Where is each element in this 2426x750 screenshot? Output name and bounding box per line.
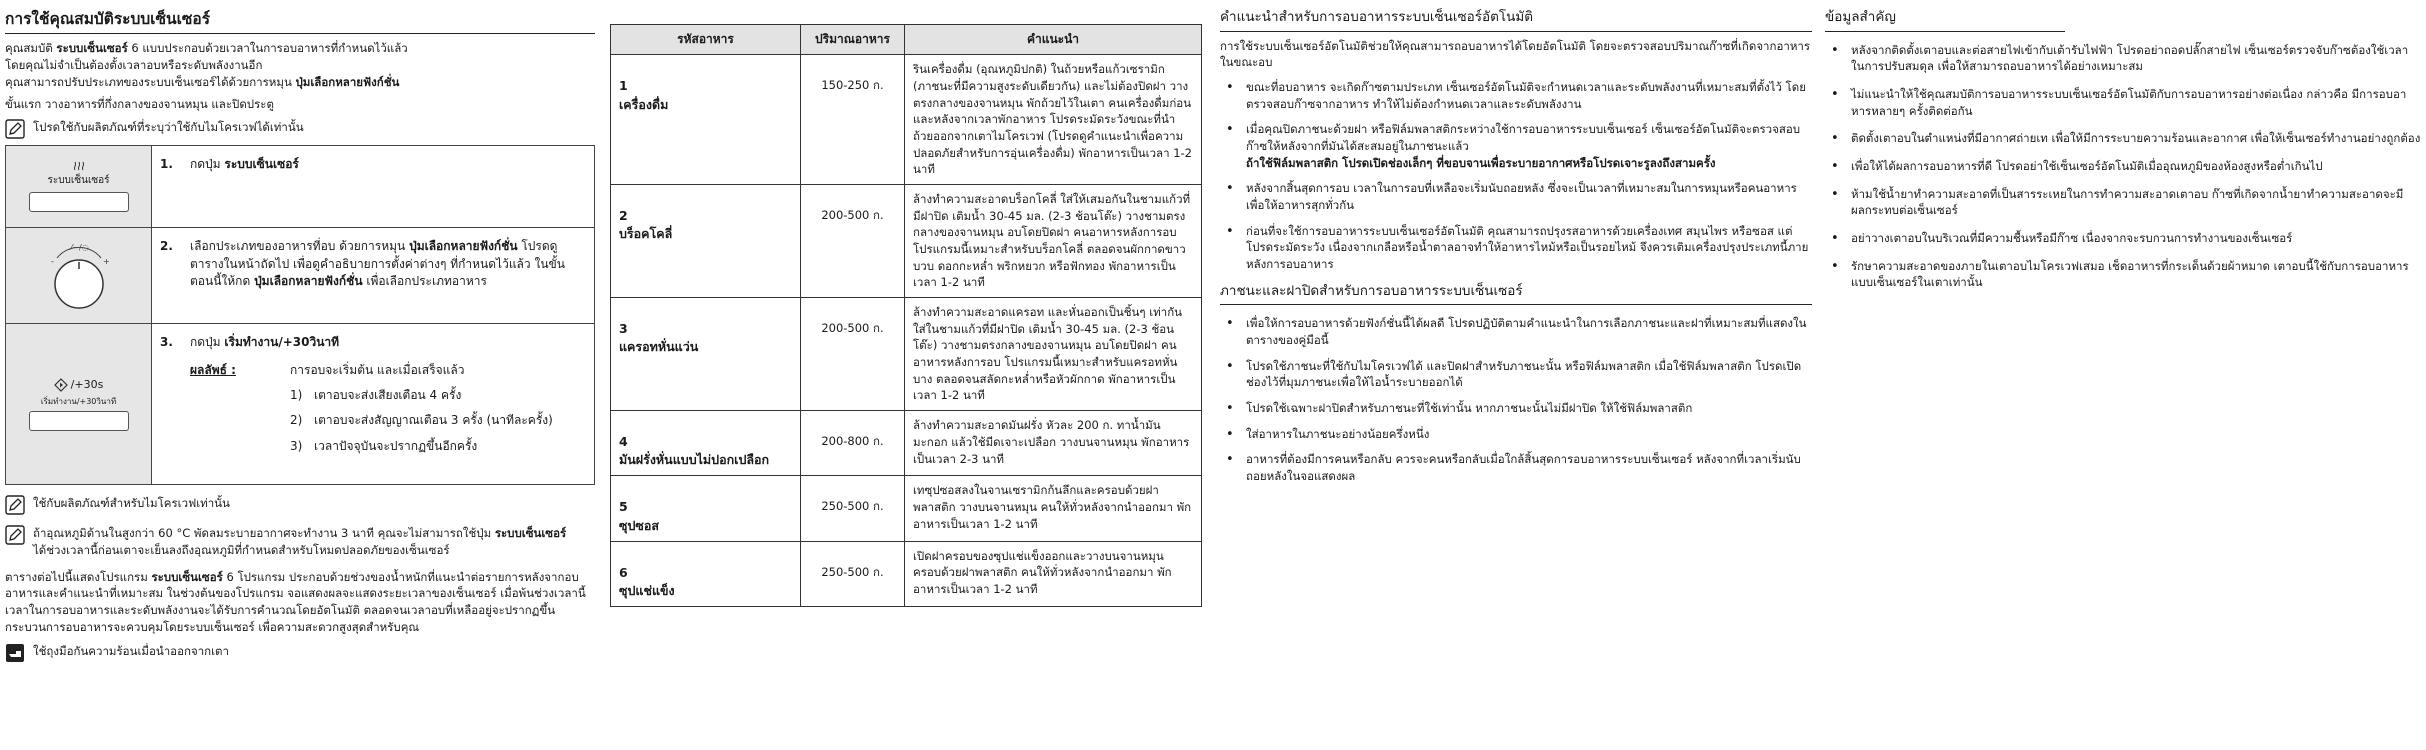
start-button-shape bbox=[29, 411, 129, 431]
sensor-button-label: ระบบเซ็นเซอร์ bbox=[47, 175, 110, 187]
food-advice: รินเครื่องดื่ม (อุณหภูมิปกติ) ในถ้วยหรือแก้วเซรามิก (ภาชนะที่มีความสูงระดับเดียวกัน) และไม่ต้องปิดฝา วางตรงกลางของจานหมุน พักถ้วยไว้ในเตา คนเครื่องดื่มก่อนและหลังจากเวลาพักอาหาร โปรดระมัดระวังขณะที่นำถ้วยออกจากเตาไมโครเวฟ (โปรดดูคำแนะนำเพื่อความปลอดภัยสำหรับการอุ่นเครื่องดื่ม) พักอาหารเป็นเวลา 1-2 นาที bbox=[905, 55, 1202, 185]
list-item: • เพื่อให้การอบอาหารด้วยฟังก์ชั่นนี้ได้ผลดี โปรดปฏิบัติตามคำแนะนำในการเลือกภาชนะและฝาที่เหมาะสมที่แสดงในตารางของคู่มือนี้ bbox=[1220, 315, 1812, 348]
list-item: • โปรดใช้ภาชนะที่ใช้กับไมโครเวฟได้ และปิดฝาสำหรับภาชนะนั้น หรือฟิล์มพลาสติก เมื่อใช้ฟิล์มพลาสติก โปรดเปิดช่องไว้ที่มุมภาชนะเพื่อให้ไอน้ำระบายออกได้ bbox=[1220, 358, 1812, 391]
result-item: 3) เวลาปัจจุบันจะปรากฏขึ้นอีกครั้ง bbox=[290, 438, 478, 453]
list-item: • ไม่แนะนำให้ใช้คุณสมบัติการอบอาหารระบบเซ็นเซอร์อัตโนมัติกับการอบอาหารอย่างต่อเนื่อง กล่าวคือ มีการอบอาหารหลายๆ ครั้งติดต่อกัน bbox=[1825, 86, 2421, 119]
list-item: • ห้ามใช้น้ำยาทำความสะอาดที่เป็นสารระเหยในการทำความสะอาดเตาอบ ก๊าซที่เกิดจากน้ำยาทำความสะอาดจะมีผลกระทบต่อเซ็นเซอร์ bbox=[1825, 186, 2421, 219]
svg-text:+: + bbox=[102, 256, 110, 266]
auto-sensor-advice-section bbox=[1220, 8, 1812, 494]
step-2 bbox=[6, 228, 594, 324]
result-block bbox=[190, 362, 586, 464]
list-item: • ติดตั้งเตาอบในตำแหน่งที่มีอากาศถ่ายเท เพื่อให้มีการระบายความร้อนและอากาศ เพื่อให้เซ็นเซอร์ทำงานอย่างถูกต้อง bbox=[1825, 130, 2421, 147]
sensor-button-illustration bbox=[6, 146, 152, 227]
dial-illustration bbox=[6, 228, 152, 323]
start-button-label: เริ่มทำงาน/+30วินาที bbox=[40, 397, 117, 407]
pencil-note-icon bbox=[5, 119, 25, 139]
list-item: • อย่าวางเตาอบในบริเวณที่มีความชื้นหรือมีก๊าซ เนื่องจากจะรบกวนการทำงานของเซ็นเซอร์ bbox=[1825, 230, 2421, 247]
section-intro: การใช้ระบบเซ็นเซอร์อัตโนมัติช่วยให้คุณสามารถอบอาหารได้โดยอัตโนมัติ โดยจะตรวจสอบปริมาณก๊าซที่เกิดจากอาหารในขณะอบ bbox=[1220, 38, 1811, 70]
food-advice: เปิดฝาครอบของซุปแช่แข็งออกและวางบนจานหมุน ครอบด้วยฝาพลาสติก คนให้ทั่วหลังจากนำออกมา พักอาหารเป็นเวลา 1-2 นาที bbox=[905, 541, 1202, 606]
intro-line: คุณสมบัติ ระบบเซ็นเซอร์ 6 แบบประกอบด้วยเวลาในการอบอาหารที่กำหนดไว้แล้ว bbox=[5, 41, 408, 56]
list-item: • อาหารที่ต้องมีการคนหรือกลับ ควรจะคนหรือกลับเมื่อใกล้สิ้นสุดการอบอาหารระบบเซ็นเซอร์ หลังจากที่เวลาเริ่มนับถอยหลังในจอแสดงผล bbox=[1220, 451, 1812, 484]
food-name: มันฝรั่งหั่นแบบไม่ปอกเปลือก bbox=[619, 452, 770, 468]
food-name: บร็อคโคลี่ bbox=[619, 226, 673, 242]
step-text: กดปุ่ม เริ่มทำงาน/+30วินาที bbox=[190, 335, 340, 350]
section-title: ข้อมูลสำคัญ bbox=[1825, 8, 2065, 32]
table-row bbox=[611, 411, 1202, 476]
food-advice: เทซุปซอสลงในจานเซรามิกก้นลึกและครอบด้วยฝาพลาสติก วางบนจานหมุน คนให้ทั่วหลังจากนำออกมา พักอาหารเป็นเวลา 1-2 นาที bbox=[905, 476, 1202, 541]
table-description: ตารางต่อไปนี้แสดงโปรแกรม ระบบเซ็นเซอร์ 6 โปรแกรม ประกอบด้วยช่วงของน้ำหนักที่แนะนำต่อรายการหลังจากอบอาหารและคำแนะนำที่เหมาะสม ในช่วงต้นของโปรแกรม จอแสดงผลจะแสดงระยะเวลาของเซ็นเซอร์ เมื่อพ้นช่วงเวลานี้ เวลาในการอบอาหารและระดับพลังงานจะได้รับการคำนวณโดยอัตโนมัติ ตลอดจนเวลาอบที่เหลืออยู่จะปรากฏขึ้น กระบวนการอบอาหารจะควบคุมโดยระบบเซ็นเซอร์ เพื่อความสะดวกสูงสุดสำหรับคุณ bbox=[5, 569, 586, 634]
note-microwave-safe: โปรดใช้กับผลิตภัณฑ์ที่ระบุว่าใช้กับไมโครเวฟได้เท่านั้น bbox=[5, 119, 595, 139]
steps-table bbox=[5, 145, 595, 485]
food-quantity: 150-250 ก. bbox=[801, 55, 905, 185]
food-number: 3 bbox=[619, 321, 628, 337]
food-quantity: 250-500 ก. bbox=[801, 476, 905, 541]
pencil-note-icon bbox=[5, 525, 25, 545]
intro-line: คุณสามารถปรับประเภทของระบบเซ็นเซอร์ได้ด้วยการหมุน ปุ่มเลือกหลายฟังก์ชั่น bbox=[5, 74, 400, 89]
list-item: • ใส่อาหารในภาชนะอย่างน้อยครึ่งหนึ่ง bbox=[1220, 426, 1812, 443]
subsection-title: ภาชนะและฝาปิดสำหรับการอบอาหารระบบเซ็นเซอร์ bbox=[1220, 282, 1812, 306]
food-advice: ล้างทำความสะอาดมันฝรั่ง หัวละ 200 ก. ทาน้ำมันมะกอก แล้วใช้มีดเจาะเปลือก วางบนจานหมุน พักอาหารเป็นเวลา 2-3 นาที bbox=[905, 411, 1202, 476]
list-item: • ก่อนที่จะใช้การอบอาหารระบบเซ็นเซอร์อัตโนมัติ คุณสามารถปรุงรสอาหารด้วยเครื่องเทศ สมุนไพร หรือซอส แต่โปรดระมัดระวัง เนื่องจากเกลือหรือน้ำตาลอาจทำให้อาหารไหม้หรือเป็นรอยไหม้ จึงควรเติมเครื่องปรุงประเภทนี้ภายหลังการอบอาหาร bbox=[1220, 223, 1812, 273]
start-button-top-label: /+30s bbox=[70, 378, 104, 392]
result-intro: การอบจะเริ่มต้น และเมื่อเสร็จแล้ว bbox=[290, 362, 465, 377]
step-1 bbox=[6, 146, 594, 228]
header-advice: คำแนะนำ bbox=[905, 25, 1202, 55]
step-number: 1. bbox=[160, 157, 173, 172]
advice-list bbox=[1220, 79, 1812, 273]
food-quantity: 200-800 ก. bbox=[801, 411, 905, 476]
table-row bbox=[611, 541, 1202, 606]
food-number: 5 bbox=[619, 499, 628, 515]
food-number: 2 bbox=[619, 208, 628, 224]
list-item: • หลังจากติดตั้งเตาอบและต่อสายไฟเข้ากับเต้ารับไฟฟ้า โปรดอย่าถอดปลั๊กสายไฟ เซ็นเซอร์ตรวจจับก๊าซต้องใช้เวลาในการปรับสมดุล เพื่อให้สามารถอบอาหารได้อย่างเหมาะสม bbox=[1825, 42, 2421, 75]
step-number: 3. bbox=[160, 335, 173, 350]
food-name: ซุปแช่แข็ง bbox=[619, 582, 675, 598]
food-table-section bbox=[610, 8, 1202, 607]
step-text: เลือกประเภทของอาหารที่อบ ด้วยการหมุน ปุ่มเลือกหลายฟังก์ชั่น โปรดดูตารางในหน้าถัดไป เพื่อดูคำอธิบายการตั้งค่าต่างๆ ที่กำหนดไว้แล้ว ในขั้นตอนนี้ให้กด ปุ่มเลือกหลายฟังก์ชั่น เพื่อเลือกประเภทอาหาร bbox=[190, 239, 565, 288]
list-item: • เมื่อคุณปิดภาชนะด้วยฝา หรือฟิล์มพลาสติกระหว่างใช้การอบอาหารระบบเซ็นเซอร์ เซ็นเซอร์อัตโนมัติจะตรวจสอบก๊าซให้หลังจากที่มันได้สะสมอยู่ในภาชนะแล้ว ถ้าใช้ฟิล์มพลาสติก โปรดเปิดช่องเล็กๆ ที่ขอบจานเพื่อระบายอากาศหรือโปรดเจาะรูลงถึงสามครั้ง bbox=[1220, 121, 1812, 171]
result-list bbox=[290, 387, 553, 455]
section-title: คำแนะนำสำหรับการอบอาหารระบบเซ็นเซอร์อัตโนมัติ bbox=[1220, 8, 1812, 32]
food-number: 6 bbox=[619, 564, 628, 580]
container-list bbox=[1220, 315, 1812, 484]
section-title: การใช้คุณสมบัติระบบเซ็นเซอร์ bbox=[5, 8, 595, 34]
svg-text:⁄~/◌: ⁄~/◌ bbox=[70, 242, 89, 252]
table-row bbox=[611, 476, 1202, 541]
step-number: 2. bbox=[160, 239, 173, 254]
table-row bbox=[611, 185, 1202, 298]
pencil-note-icon bbox=[5, 495, 25, 515]
sensor-button-shape bbox=[29, 192, 129, 212]
note-microwave-only: ใช้กับผลิตภัณฑ์สำหรับไมโครเวฟเท่านั้น bbox=[5, 495, 595, 515]
list-item: • หลังจากสิ้นสุดการอบ เวลาในการอบที่เหลือจะเริ่มนับถอยหลัง ซึ่งจะเป็นเวลาที่เหมาะสมในการหมุนหรือคนอาหาร เพื่อให้อาหารสุกทั่วกัน bbox=[1220, 180, 1812, 213]
food-name: เครื่องดื่ม bbox=[619, 96, 669, 112]
header-quantity: ปริมาณอาหาร bbox=[801, 25, 905, 55]
food-advice: ล้างทำความสะอาดแครอท และหั่นออกเป็นชิ้นๆ เท่ากัน ใส่ในชามแก้วที่มีฝาปิด เติมน้ำ 30-45 มล. (2-3 ช้อนโต๊ะ) วางชามตรงกลางของจานหมุน อบโดยปิดฝา คนอาหารหลังการอบ โปรแกรมนี้เหมาะสำหรับแครอทหั่นบาง ตลอดจนสลัดกะหล่ำหรือหัวผักกาด พักอาหารเป็นเวลา 1-2 นาที bbox=[905, 298, 1202, 411]
food-name: ซุปซอส bbox=[619, 517, 660, 533]
header-food-code: รหัสอาหาร bbox=[611, 25, 801, 55]
result-item: 1) เตาอบจะส่งเสียงเตือน 4 ครั้ง bbox=[290, 387, 462, 402]
sensor-usage-section bbox=[5, 8, 595, 669]
intro-paragraph bbox=[5, 40, 595, 90]
list-item: • เพื่อให้ได้ผลการอบอาหารที่ดี โปรดอย่าใช้เซ็นเซอร์อัตโนมัติเมื่ออุณหภูมิของห้องสูงหรือต่ำเกินไป bbox=[1825, 158, 2421, 175]
food-quantity: 200-500 ก. bbox=[801, 298, 905, 411]
important-info-section bbox=[1825, 8, 2421, 302]
result-item: 2) เตาอบจะส่งสัญญาณเตือน 3 ครั้ง (นาทีละครั้ง) bbox=[290, 413, 553, 428]
first-step-text: ขั้นแรก วางอาหารที่กึ่งกลางของจานหมุน และปิดประตู bbox=[5, 97, 274, 112]
table-row bbox=[611, 298, 1202, 411]
start-button-illustration bbox=[6, 324, 152, 484]
intro-line: โดยคุณไม่จำเป็นต้องตั้งเวลาอบหรือระดับพลังงานอีก bbox=[5, 58, 263, 73]
food-quantity: 200-500 ก. bbox=[801, 185, 905, 298]
list-item: • ขณะที่อบอาหาร จะเกิดก๊าซตามประเภท เซ็นเซอร์อัตโนมัติจะกำหนดเวลาและระดับพลังงานที่เหมาะสมที่ตั้งไว้ โดยตรวจสอบก๊าซจากอาหาร ทำให้ไม่ต้องกำหนดเวลาและระดับพลังงาน bbox=[1220, 79, 1812, 112]
food-number: 1 bbox=[619, 78, 628, 94]
list-item: • รักษาความสะอาดของภายในเตาอบไมโครเวฟเสมอ เช็ดอาหารที่กระเด็นด้วยผ้าหมาด เตาอบนี้ใช้กับการอบอาหารแบบเซ็นเซอร์ในเตาเท่านั้น bbox=[1825, 258, 2421, 291]
note-temperature: ถ้าอุณหภูมิด้านในสูงกว่า 60 °C พัดลมระบายอากาศจะทำงาน 3 นาที คุณจะไม่สามารถใช้ปุ่ม ระบบเซ็นเซอร์ ได้ช่วงเวลานี้ก่อนเตาจะเย็นลงถึงอุณหภูมิที่กำหนดสำหรับโหมดปลอดภัยของเซ็นเซอร์ bbox=[5, 525, 595, 558]
note-gloves: ใช้ถุงมือกันความร้อนเมื่อนำออกจากเตา bbox=[5, 643, 595, 663]
step-text: กดปุ่ม ระบบเซ็นเซอร์ bbox=[190, 157, 299, 172]
steam-icon bbox=[72, 161, 86, 171]
step-3 bbox=[6, 324, 594, 484]
table-header-row bbox=[611, 25, 1202, 55]
food-number: 4 bbox=[619, 434, 628, 450]
list-item: • โปรดใช้เฉพาะฝาปิดสำหรับภาชนะที่ใช้เท่านั้น หากภาชนะนั้นไม่มีฝาปิด ให้ใช้ฟิล์มพลาสติก bbox=[1220, 400, 1812, 417]
important-list bbox=[1825, 42, 2421, 291]
food-advice: ล้างทำความสะอาดบร็อกโคลี่ ใส่ให้เสมอกันในชามแก้วที่มีฝาปิด เติมน้ำ 30-45 มล. (2-3 ช้อนโต๊ะ) วางชามตรงกลางของจานหมุน อบโดยปิดฝา คนอาหารหลังการอบ โปรแกรมนี้เหมาะสำหรับบร็อกโคลี่ ตลอดจนผักกาดขาว บวบ ดอกกะหล่ำ พริกหยวก หรือฟักทอง พักอาหารเป็นเวลา 1-2 นาที bbox=[905, 185, 1202, 298]
food-name: แครอทหั่นแว่น bbox=[619, 339, 699, 355]
multi-function-dial-icon bbox=[39, 236, 119, 316]
result-label: ผลลัพธ์ : bbox=[190, 362, 236, 377]
hand-pointer-icon bbox=[5, 643, 25, 663]
food-table bbox=[610, 24, 1202, 607]
food-quantity: 250-500 ก. bbox=[801, 541, 905, 606]
start-diamond-icon bbox=[54, 378, 68, 392]
svg-text:-: - bbox=[50, 256, 54, 266]
table-row bbox=[611, 55, 1202, 185]
